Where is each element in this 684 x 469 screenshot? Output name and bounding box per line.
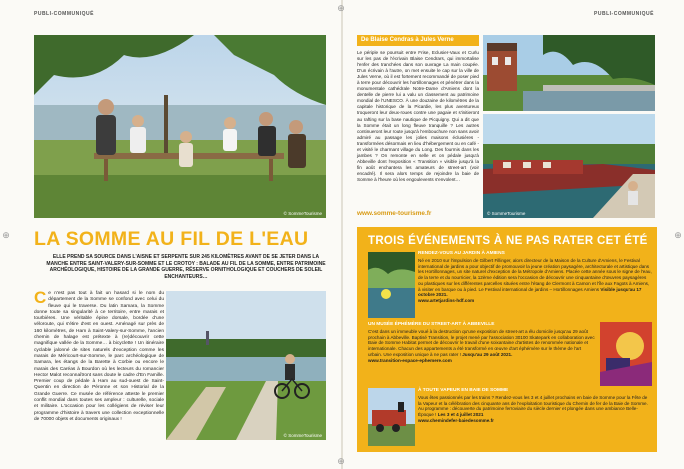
event-link[interactable]: www.chemindefer-baiedesomme.fr [418, 417, 494, 423]
photo-credit: © SommeTourisme [283, 433, 322, 438]
photo-credit: © SommeTourisme [487, 211, 526, 216]
registration-mark-icon: ⊕ [674, 230, 682, 240]
registration-mark-icon: ⊕ [2, 230, 10, 240]
event-heading: UN MUSÉE ÉPHÉMÈRE DU STREET-ART À ABBEVILLE [368, 322, 495, 327]
right-page-label: PUBLI-COMMUNIQUÉ [594, 11, 654, 17]
event-heading: RENDEZ-VOUS AU JARDIN À AMIENS [418, 251, 505, 256]
event-dates: Visible jusqu'au 17 octobre 2021. [418, 286, 642, 298]
article-subtitle: ELLE PREND SA SOURCE DANS L'AISNE ET SERPENTE SUR 245 KILOMÈTRES AVANT DE SE JETER DANS LA MANCHE ENTRE SAINT-VALERY-SUR-SOMME ET LE CROTOY : BALADE AU FIL DE LA SOMME, ENTRE PATRIMOINE ARCHÉOLOGIQUE, HISTOIRE DE LA GRANDE GUERRE, RÉSERVE ORNITHOLOGIQUE ET COUCHERS DE SOLEIL ENCHANTEURS… [46, 254, 326, 280]
somme-tourisme-link[interactable]: www.somme-tourisme.fr [357, 210, 432, 217]
article-title: LA SOMME AU FIL DE L'EAU [34, 228, 309, 250]
family-picnic-photo [34, 35, 326, 218]
event-text [418, 258, 652, 304]
cyclist-towpath-photo [166, 291, 326, 440]
event-description: Né en 2010 sur l'impulsion de Gilbert Fillinger, alors directeur de la Maison de la Culture d'Amiens, le Festival international de jardins a pour objectif de promouvoir la jeune création paysagère, architecturale et artistique dans les Hortillonnages, un site naturel d'exception de la Métropole d'Amiens. Placée cette année sous le signe de l'eau, de la terre et du nourricier, la 12ème édition sera l'occasion de découvrir une cinquantaine d'œuvres paysagères ou plastiques sur les différentes parcelles situées entre l'étang de Clermont à Camon et l'île aux Fagots à Amiens, à visiter en barque ou à pied. Le Festival international de jardins – Hortillonnages Amiens [418, 258, 652, 292]
event-link[interactable]: www.transition-espace-ephemere.com [368, 357, 452, 363]
event-description: C'est dans un immeuble voué à la destruction qu'une exposition de street-art a élu domicile jusqu'au 29 août prochain à Abbeville. Baptisé Transition, le projet mené par l'association 30100 Skatepark en collaboration avec Baie de Somme Habitat permet de découvrir le travail d'une soixantaine d'artistes de renommée nationale et internationale. Chacun des appartements a été transformé en œuvre d'art éphémère sur le thème de l'art urbain. Une exposition unique à ne pas rater ! [368, 329, 595, 357]
section-text: Le périple se poursuit entre Frise, Eclusier-Vaux et Curlu sur les pas de l'écrivain Blaise Cendrars, qui immortalise l'enfer des tranchées dans son ouvrage La main coupée. D'un écrivain à l'autre, on met ensuite le cap sur la ville de Jules Verne, où il est fortement recommandé de poser pied à terre pour découvrir les hortillonnages et pénétrer dans la monumentale cathédrale Notre-Dame d'Amiens dont la dentelle de pierre lui a valu un classement au patrimoine mondial de l'UNESCO. À une douzaine de kilomètres de la capitale historique de la Picardie, les plus aventureux troqueront leur deux-roues contre une pagaie et s'initieront au rafting sur la base nautique de Picquigny. Qui a dit que la Somme était un long fleuve tranquille ? Les autres continueront leur route jusqu'à l'embouchure non sans avoir admiré au passage les jolies maisons éclusières - transformées désormais en lieu d'hébergement ou en café - et visité le charmant village du Long. Des fourmis dans les jambes ? On remonte en selle et on pédale jusqu'à Abbeville dont l'exposition « Transition » visible jusqu'à la fin août enchantera les amateurs de street-art (voir encadré). Il sera alors temps de rejoindre la baie de Somme à l'heure où les engoulevents s'envolent… [357, 50, 479, 182]
section-heading: De Blaise Cendras à Jules Verne [357, 35, 479, 46]
registration-mark-icon: ⊕ [337, 456, 345, 466]
garden-photo [368, 252, 415, 318]
canal-boat-photo [483, 114, 655, 218]
street-art-photo [600, 322, 652, 386]
event-heading: À TOUTE VAPEUR EN BAIE DE SOMME [418, 388, 509, 393]
event-text [368, 329, 596, 363]
event-text [418, 395, 652, 424]
left-page-label: PUBLI-COMMUNIQUÉ [34, 11, 94, 17]
photo-credit: © SommeTourisme [283, 211, 322, 216]
event-dates: Les 3 et 4 juillet 2021 [437, 412, 484, 418]
drop-cap: C [34, 288, 47, 307]
article-body-text: e n'est pas tout à fait un hasard si le nom du département de la Somme se confond avec celui du fleuve qui le traverse. Du latin Samara, la Somme donne toute sa singularité à ce territoire, entre marais et tourbières. Une véritable épine dorsale, bordée d'une véloroute, qui s'étire d'est en ouest. Aménagé sur près de 160 kilomètres, de Ham à Saint-Valery-sur-Somme, l'ancien chemin de halage est prétexte à (re)découvrir cette magnifique vallée de la Somme… à bicyclette ! Un itinéraire cyclable jalonné de sites naturels d'exception comme les marais de Méricourt-sur-Somme, le parc archéologique de Samara, les étangs de la Barette à Corbie ou encore le marais des Caréas à Bourdon où les lecteurs du romancier Hector Malot reconnaîtront sans doute le cadre d'En Famille. Premier coup de pédale à Ham au sud-ouest de Saint-Quentin en direction de Péronne et son Historial de la Grande Guerre. Ce musée de référence atteste le premier conflit mondial dans toutes ses ampleur : culturelle, sociale et militaire. L'occasion pour les collégiens de réviser leur programme d'histoire à travers une collection exceptionnelle de 70000 objets et documents originaux ! [34, 291, 164, 422]
steam-train-photo [368, 388, 415, 446]
event-dates: Jusqu'au 29 août 2021. [462, 351, 513, 357]
events-title: TROIS ÉVÉNEMENTS À NE PAS RATER CET ÉTÉ [368, 235, 648, 247]
lock-house-photo [483, 35, 655, 111]
event-link[interactable]: www.artetjardins-hdf.com [418, 297, 475, 303]
registration-mark-icon: ⊕ [337, 3, 345, 13]
event-description: Vous êtes passionnés par les trains ? Rendez-vous les 3 et 4 juillet prochains en baie de Somme pour la Fête de la Vapeur et la célébration des cinquante ans de l'exploitation touristique du Chemin de fer de la Baie de Somme. Au programme : découverte du patrimoine ferroviaire du siècle dernier et plongée dans une ambiance Belle-Époque ! [418, 395, 648, 418]
article-body [34, 288, 164, 423]
